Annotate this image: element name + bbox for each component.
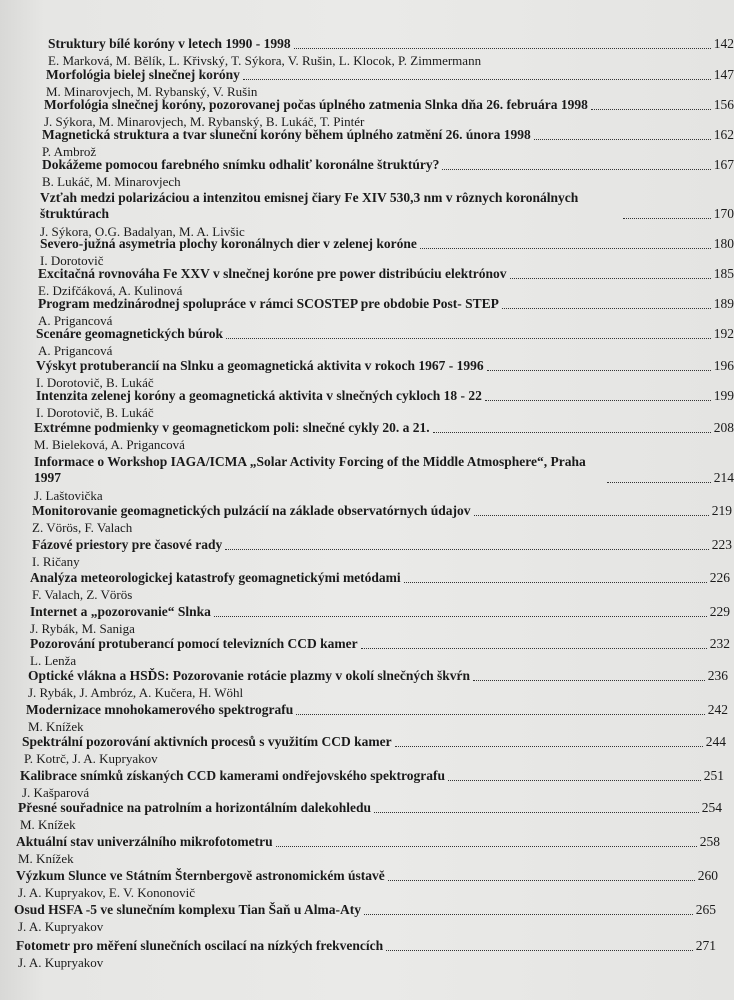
dot-leader: [474, 514, 709, 516]
dot-leader: [433, 431, 711, 433]
entry-authors: F. Valach, Z. Vörös: [32, 587, 133, 602]
entry-title: Dokážeme pomocou farebného snímku odhaliť koronálne štruktúry?: [42, 157, 440, 172]
dot-leader: [374, 811, 699, 813]
entry-page-number: 199: [713, 388, 734, 403]
entry-authors: I. Dorotovič, B. Lukáč: [36, 405, 154, 420]
entry-authors: E. Dzifčáková, A. Kulinová: [38, 283, 183, 298]
dot-leader: [487, 369, 711, 371]
entry-title: Morfológia bielej slnečnej koróny: [46, 67, 240, 82]
contents-entry: [34, 157, 734, 191]
entry-title: Výskyt protuberancií na Slnku a geomagnetická aktivita v rokoch 1967 - 1996: [36, 358, 484, 373]
entry-authors: E. Marková, M. Bělík, L. Křivský, T. Sýkora, V. Rušin, L. Klocok, P. Zimmermann: [48, 53, 482, 68]
dot-leader: [473, 679, 705, 681]
entry-page-number: 142: [713, 36, 734, 51]
entry-page-number: 156: [713, 97, 734, 112]
entry-page-number: 236: [707, 668, 728, 683]
contents-entry: [16, 938, 716, 972]
contents-entry: [34, 236, 734, 270]
dot-leader: [485, 399, 711, 401]
entry-page-number: 244: [705, 734, 726, 749]
entry-page-number: 196: [713, 358, 734, 373]
contents-entry: [30, 604, 730, 638]
contents-entry: [32, 503, 732, 537]
dot-leader: [361, 647, 707, 649]
dot-leader: [296, 713, 705, 715]
entry-title: Program medzinárodnej spolupráce v rámci SCOSTEP pre obdobie Post- STEP: [38, 296, 499, 311]
entry-title: Informace o Workshop IAGA/ICMA „Solar Activity Forcing of the Middle Atmosphere“, Praha 1997: [34, 454, 586, 485]
entry-title: Osud HSFA -5 ve slunečním komplexu Tian Šaň u Alma-Aty: [14, 902, 361, 917]
contents-entry: [16, 834, 720, 868]
contents-entry: [30, 636, 730, 670]
entry-authors: A. Prigancová: [38, 343, 113, 358]
entry-authors: J. Laštovička: [34, 488, 103, 503]
dot-leader: [502, 307, 711, 309]
entry-page-number: 223: [711, 537, 732, 552]
entry-title: Fázové priestory pre časové rady: [32, 537, 223, 552]
contents-entry: [34, 326, 734, 360]
entry-title: Kalibrace snímků získaných CCD kamerami ondřejovského spektrografu: [20, 768, 446, 783]
entry-authors: B. Lukáč, M. Minarovjech: [42, 174, 181, 189]
contents-entry: [20, 768, 724, 802]
entry-title: Struktury bílé koróny v letech 1990 - 1998: [48, 36, 291, 51]
dot-leader: [226, 337, 711, 339]
entry-page-number: 147: [713, 67, 734, 82]
dot-leader: [364, 913, 693, 915]
entry-authors: J. Rybák, J. Ambróz, A. Kučera, H. Wöhl: [28, 685, 244, 700]
contents-entry: [34, 36, 734, 70]
entry-authors: I. Dorotovič: [40, 253, 104, 268]
contents-entry: [16, 902, 716, 936]
entry-title: Analýza meteorologickej katastrofy geomagnetickými metódami: [30, 570, 401, 585]
entry-authors: M. Knížek: [20, 817, 76, 832]
dot-leader: [243, 78, 711, 80]
dot-leader: [442, 168, 710, 170]
contents-entry: [34, 388, 734, 422]
dot-leader: [214, 615, 707, 617]
entry-title: Excitačná rovnováha Fe XXV v slnečnej koróne pre power distribúciu elektrónov: [38, 266, 507, 281]
entry-title: Výzkum Slunce ve Státním Šternbergově astronomickém ústavě: [16, 868, 385, 883]
entry-title: Morfológia slnečnej koróny, pozorovanej počas úplného zatmenia Slnka dňa 26. februára 1998: [44, 97, 588, 112]
entry-authors: J. A. Kupryakov: [18, 955, 104, 970]
entry-authors: I. Dorotovič, B. Lukáč: [36, 375, 154, 390]
entry-authors: L. Lenža: [30, 653, 77, 668]
dot-leader: [623, 217, 711, 219]
entry-title: Magnetická struktura a tvar sluneční koróny během úplného zatmění 26. února 1998: [42, 127, 531, 142]
entry-authors: P. Ambrož: [42, 144, 97, 159]
dot-leader: [276, 845, 697, 847]
contents-entry: [34, 97, 734, 131]
entry-page-number: 251: [703, 768, 724, 783]
dot-leader: [294, 47, 711, 49]
entry-title: Scenáre geomagnetických búrok: [36, 326, 223, 341]
entry-page-number: 260: [697, 868, 718, 883]
entry-page-number: 229: [709, 604, 730, 619]
entry-page-number: 189: [713, 296, 734, 311]
dot-leader: [225, 548, 709, 550]
entry-authors: I. Ričany: [32, 554, 80, 569]
entry-title: Vzťah medzi polarizáciou a intenzitou emisnej čiary Fe XIV 530,3 nm v rôznych koronálnych štruktúrach: [40, 190, 579, 221]
entry-page-number: 162: [713, 127, 734, 142]
contents-entry: [22, 734, 726, 768]
entry-title: Aktuální stav univerzálního mikrofotometru: [16, 834, 273, 849]
entry-title: Fotometr pro měření slunečních oscilací na nízkých frekvencích: [16, 938, 384, 953]
entry-title: Optické vlákna a HSĎS: Pozorovanie rotácie plazmy v okolí slnečných škvŕn: [28, 668, 471, 683]
entry-authors: M. Minarovjech, M. Rybanský, V. Rušin: [46, 84, 258, 99]
entry-page-number: 226: [709, 570, 730, 585]
entry-title: Přesné souřadnice na patrolním a horizontálním dalekohledu: [18, 800, 372, 815]
entry-title: Internet a „pozorovanie“ Slnka: [30, 604, 211, 619]
entry-title: Pozorování protuberancí pomocí televizních CCD kamer: [30, 636, 358, 651]
entry-authors: J. Kašparová: [22, 785, 90, 800]
entry-title: Modernizace mnohokamerového spektrografu: [26, 702, 294, 717]
entry-authors: M. Knížek: [18, 851, 74, 866]
entry-title: Monitorovanie geomagnetických pulzácií na základe observatórnych údajov: [32, 503, 471, 518]
dot-leader: [510, 277, 711, 279]
contents-entry: [18, 800, 722, 834]
entry-page-number: 271: [695, 938, 716, 953]
contents-entry: [28, 668, 728, 702]
entry-authors: J. Sýkora, O.G. Badalyan, M. A. Livšic: [40, 224, 245, 239]
entry-page-number: 170: [713, 206, 734, 221]
entry-authors: Z. Vörös, F. Valach: [32, 520, 133, 535]
entry-authors: A. Prigancová: [38, 313, 113, 328]
entry-page-number: 167: [713, 157, 734, 172]
entry-title: Severo-južná asymetria plochy koronálnych dier v zelenej koróne: [40, 236, 417, 251]
entry-page-number: 214: [713, 470, 734, 485]
dot-leader: [420, 247, 711, 249]
entry-title: Spektrální pozorování aktivních procesů s využitím CCD kamer: [22, 734, 392, 749]
entry-page-number: 192: [713, 326, 734, 341]
contents-entry: [34, 420, 734, 454]
contents-entry: [34, 127, 734, 161]
entry-authors: P. Kotrč, J. A. Kupryakov: [24, 751, 158, 766]
entry-title: Extrémne podmienky v geomagnetickom poli: slnečné cykly 20. a 21.: [34, 420, 430, 435]
contents-entry: [18, 868, 718, 902]
contents-entry: [34, 296, 734, 330]
dot-leader: [591, 108, 711, 110]
dot-leader: [448, 779, 701, 781]
contents-entry: [34, 266, 734, 300]
entry-page-number: 219: [711, 503, 732, 518]
entry-page-number: 185: [713, 266, 734, 281]
entry-authors: J. A. Kupryakov, E. V. Kononovič: [18, 885, 196, 900]
dot-leader: [607, 481, 711, 483]
entry-page-number: 258: [699, 834, 720, 849]
dot-leader: [395, 745, 703, 747]
entry-authors: J. Sýkora, M. Minarovjech, M. Rybanský, B. Lukáč, T. Pintér: [44, 114, 365, 129]
contents-entry: [28, 702, 728, 736]
dot-leader: [388, 879, 695, 881]
entry-page-number: 254: [701, 800, 722, 815]
entry-page-number: 242: [707, 702, 728, 717]
dot-leader: [534, 138, 711, 140]
entry-authors: J. A. Kupryakov: [18, 919, 104, 934]
contents-entry: [32, 537, 732, 571]
entry-authors: M. Bieleková, A. Prigancová: [34, 437, 185, 452]
contents-entry: [30, 570, 730, 604]
entry-page-number: 232: [709, 636, 730, 651]
entry-page-number: 180: [713, 236, 734, 251]
contents-entry: [34, 67, 734, 101]
dot-leader: [404, 581, 707, 583]
entry-title: Intenzita zelenej koróny a geomagnetická aktivita v slnečných cykloch 18 - 22: [36, 388, 482, 403]
entry-page-number: 265: [695, 902, 716, 917]
entry-page-number: 208: [713, 420, 734, 435]
dot-leader: [386, 949, 693, 951]
contents-entry: [34, 358, 734, 392]
entry-authors: M. Knížek: [28, 719, 84, 734]
entry-authors: J. Rybák, M. Saniga: [30, 621, 135, 636]
